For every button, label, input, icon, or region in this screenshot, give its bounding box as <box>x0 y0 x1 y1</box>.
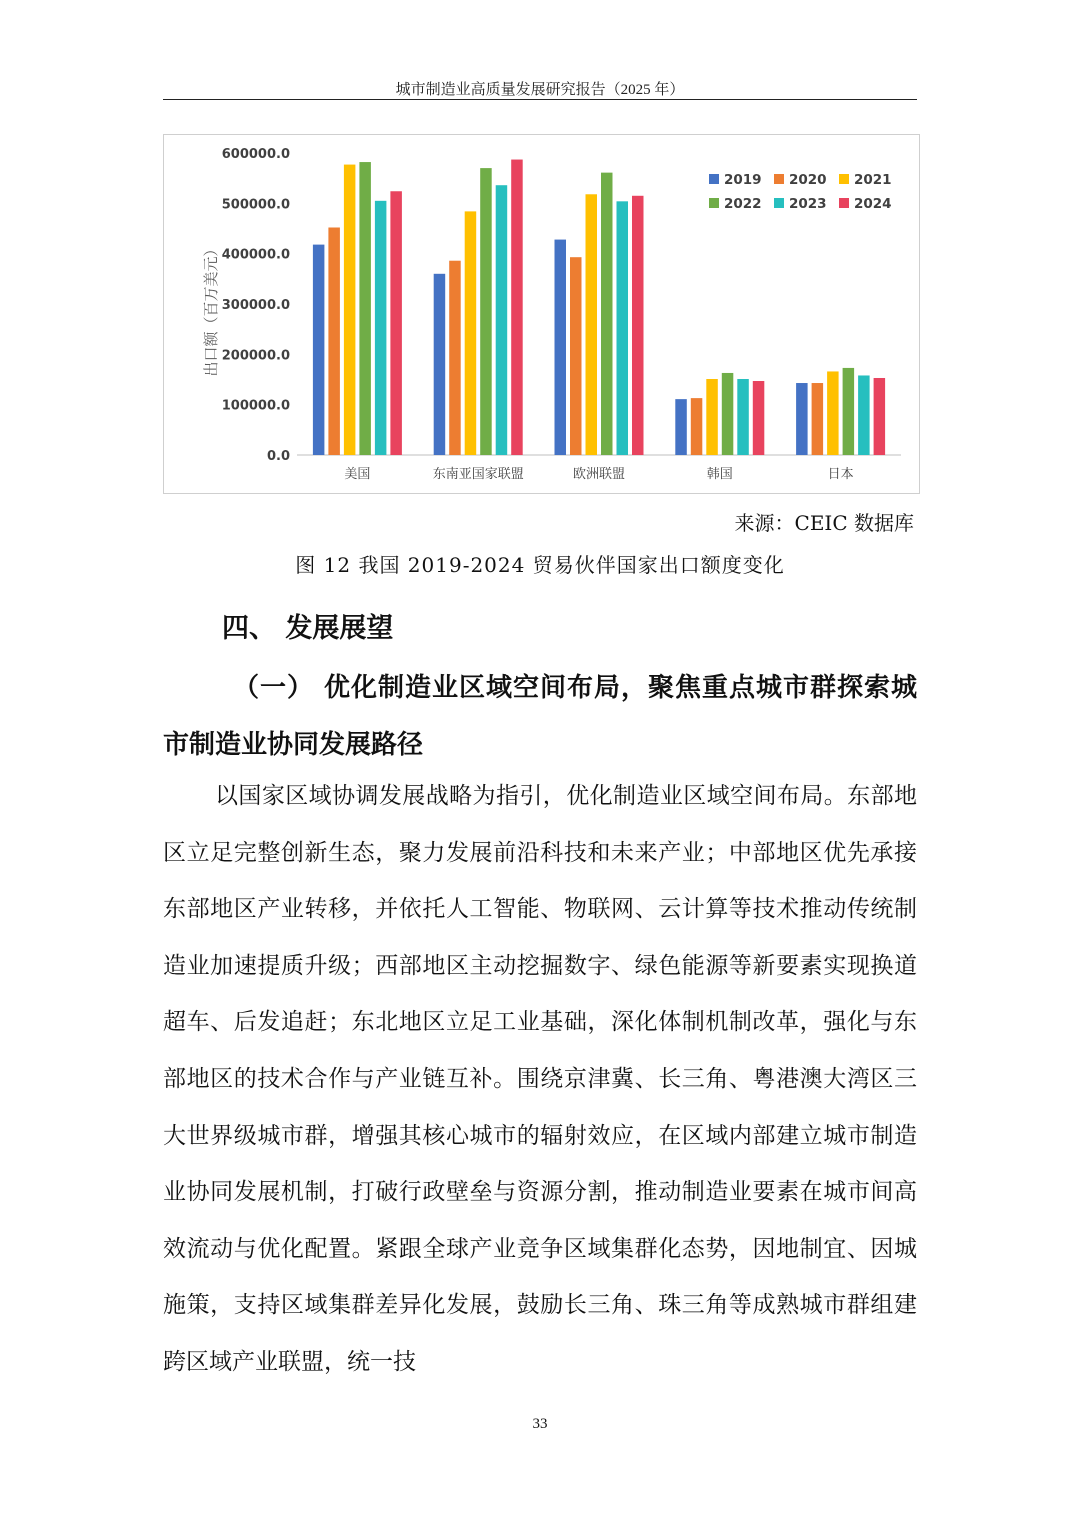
bar-2022-2 <box>601 173 613 455</box>
legend-swatch-2021 <box>839 174 849 184</box>
x-category-label: 韩国 <box>706 467 733 482</box>
section-heading: 四、 发展展望 <box>222 613 394 644</box>
bar-2024-2 <box>632 196 644 455</box>
y-tick-label: 500000.0 <box>221 197 290 213</box>
bar-2019-0 <box>313 245 325 455</box>
bar-2023-1 <box>496 185 508 455</box>
legend-swatch-2020 <box>774 174 784 184</box>
legend-label-2019: 2019 <box>724 172 762 188</box>
bar-2024-1 <box>511 160 523 455</box>
bar-2022-4 <box>843 368 855 455</box>
bar-2020-2 <box>570 257 582 455</box>
bar-2021-2 <box>586 194 598 455</box>
header-rule <box>163 99 917 100</box>
legend-swatch-2019 <box>709 174 719 184</box>
y-tick-label: 300000.0 <box>221 298 290 313</box>
bar-2021-3 <box>706 379 718 455</box>
bar-2023-2 <box>617 201 629 455</box>
page-number: 33 <box>532 1416 548 1432</box>
running-header: 城市制造业高质量发展研究报告（2025 年） <box>395 82 685 98</box>
legend-label-2021: 2021 <box>854 172 892 188</box>
y-tick-label: 100000.0 <box>221 398 290 414</box>
bar-2021-4 <box>827 371 839 455</box>
bar-2022-1 <box>480 168 492 455</box>
y-tick-label: 200000.0 <box>221 348 290 364</box>
legend-label-2023: 2023 <box>789 196 827 212</box>
bar-2020-3 <box>691 398 703 455</box>
legend-swatch-2023 <box>774 198 784 208</box>
y-tick-label: 400000.0 <box>221 247 290 263</box>
y-axis-title: 出口额（百万美元） <box>202 241 220 377</box>
bar-2023-0 <box>375 201 387 455</box>
chart-svg <box>164 135 921 495</box>
chart-source: 来源：CEIC 数据库 <box>734 511 914 535</box>
bar-2020-0 <box>328 227 340 455</box>
bar-2019-3 <box>675 399 687 455</box>
bar-2019-4 <box>796 383 808 455</box>
bar-2024-3 <box>753 381 765 455</box>
y-tick-label: 600000.0 <box>221 147 290 162</box>
bar-2020-1 <box>449 261 461 455</box>
legend-label-2020: 2020 <box>789 172 827 188</box>
legend-label-2024: 2024 <box>854 196 892 212</box>
body-paragraph: 以国家区域协调发展战略为指引，优化制造业区域空间布局。东部地区立足完整创新生态，聚力发展前沿科技和未来产业；中部地区优先承接东部地区产业转移，并依托人工智能、物联网、云计算等技术推动传统制造业加速提质升级；西部地区主动挖掘数字、绿色能源等新要素实现换道超车、后发追赶；东北地区立足工业基础，深化体制机制改革，强化与东部地区的技术合作与产业链互补。围绕京津冀、长三角、粤港澳大湾区三大世界级城市群，增强其核心城市的辐射效应，在区域内部建立城市制造业协同发展机制，打破行政壁垒与资源分割，推动制造业要素在城市间高效流动与优化配置。紧跟全球产业竞争区域集群化态势，因地制宜、因城施策，支持区域集群差异化发展，鼓励长三角、珠三角等成熟城市群组建跨区域产业联盟，统一技 <box>163 783 917 1375</box>
x-category-label: 日本 <box>827 467 854 482</box>
legend-swatch-2022 <box>709 198 719 208</box>
bar-2024-4 <box>874 378 886 455</box>
y-tick-label: 0.0 <box>266 449 290 464</box>
bar-2022-0 <box>359 162 371 455</box>
figure-caption: 图 12 我国 2019-2024 贸易伙伴国家出口额度变化 <box>295 553 785 577</box>
bar-2023-3 <box>737 379 749 455</box>
bar-2020-4 <box>812 383 824 455</box>
bar-2021-0 <box>344 165 356 455</box>
bar-2021-1 <box>465 211 477 455</box>
bar-2019-1 <box>434 274 446 455</box>
x-category-label: 美国 <box>344 467 371 482</box>
x-category-label: 东南亚国家联盟 <box>432 467 524 482</box>
export-chart <box>163 134 920 494</box>
bar-2024-0 <box>390 191 402 455</box>
sub-heading: （一） 优化制造业区域空间布局，聚焦重点城市群探索城市制造业协同发展路径 <box>163 673 917 760</box>
bar-2022-3 <box>722 373 734 455</box>
legend-swatch-2024 <box>839 198 849 208</box>
bar-2023-4 <box>858 375 870 455</box>
legend-label-2022: 2022 <box>724 196 762 212</box>
bar-2019-2 <box>555 240 567 455</box>
x-category-label: 欧洲联盟 <box>572 467 626 482</box>
